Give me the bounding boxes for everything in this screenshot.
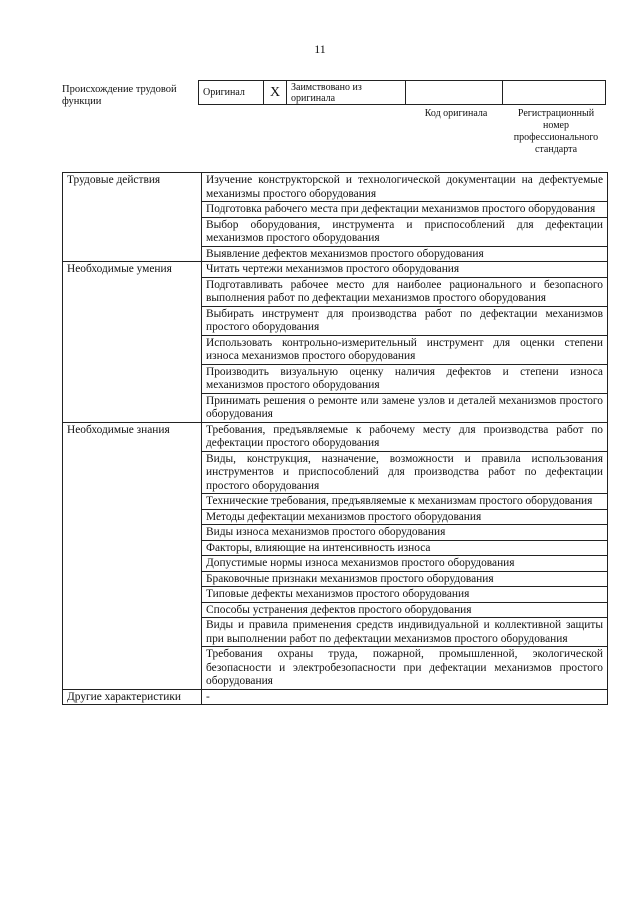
table-row [63, 262, 608, 278]
section-item: Типовые дефекты механизмов простого оборудования [202, 587, 608, 603]
section-item: Использовать контрольно-измерительный инструмент для оценки степени износа механизмов простого оборудования [202, 335, 608, 364]
original-label: Оригинал [199, 81, 264, 105]
section-item: Производить визуальную оценку наличия дефектов и степени износа механизмов простого оборудования [202, 364, 608, 393]
reg-label: Регистрационный номер профессионального стандарта [513, 108, 599, 155]
section-item: Факторы, влияющие на интенсивность износа [202, 540, 608, 556]
section-item: Выбор оборудования, инструмента и приспособлений для дефектации механизмов простого оборудования [202, 217, 608, 246]
section-item: Выбирать инструмент для производства работ по дефектации механизмов простого оборудования [202, 306, 608, 335]
section-item: Принимать решения о ремонте или замене узлов и деталей механизмов простого оборудования [202, 393, 608, 422]
section-title: Необходимые знания [63, 422, 202, 689]
code-label: Код оригинала [424, 108, 488, 119]
reg-cell [503, 81, 606, 105]
section-item: Браковочные признаки механизмов простого оборудования [202, 571, 608, 587]
table-row [63, 422, 608, 451]
section-item: - [202, 689, 608, 705]
section-item: Изучение конструкторской и технологической документации на дефектуемые механизмы простого оборудования [202, 173, 608, 202]
section-item: Выявление дефектов механизмов простого оборудования [202, 246, 608, 262]
section-title: Другие характеристики [63, 689, 202, 705]
section-item: Способы устранения дефектов простого оборудования [202, 602, 608, 618]
section-item: Подготовка рабочего места при дефектации механизмов простого оборудования [202, 202, 608, 218]
borrowed-label: Заимствовано из оригинала [287, 81, 406, 105]
section-item: Методы дефектации механизмов простого оборудования [202, 509, 608, 525]
table-row [63, 689, 608, 705]
section-item: Подготавливать рабочее место для наиболее рационального и безопасного выполнения работ по дефектации механизмов простого оборудования [202, 277, 608, 306]
origin-label: Происхождение трудовой функции [62, 84, 177, 107]
section-title: Трудовые действия [63, 173, 202, 262]
section-item: Виды износа механизмов простого оборудования [202, 525, 608, 541]
code-cell [406, 81, 503, 105]
section-item: Требования, предъявляемые к рабочему месту для производства работ по дефектации простого оборудования [202, 422, 608, 451]
section-title: Необходимые умения [63, 262, 202, 423]
section-item: Требования охраны труда, пожарной, промышленной, экологической безопасности и электробезопасности при дефектации механизмов простого оборудования [202, 647, 608, 690]
labor-function-table [62, 172, 608, 705]
section-item: Виды, конструкция, назначение, возможности и правила использования инструментов и приспособлений для производства работ по дефектации простого оборудования [202, 451, 608, 494]
page-number: 11 [314, 42, 326, 56]
section-item: Виды и правила применения средств индивидуальной и коллективной защиты при выполнении работ по дефектации механизмов простого оборудования [202, 618, 608, 647]
section-item: Технические требования, предъявляемые к механизмам простого оборудования [202, 494, 608, 510]
section-item: Допустимые нормы износа механизмов простого оборудования [202, 556, 608, 572]
origin-table [198, 80, 606, 105]
section-item: Читать чертежи механизмов простого оборудования [202, 262, 608, 278]
original-mark: X [264, 81, 287, 105]
table-row [63, 173, 608, 202]
